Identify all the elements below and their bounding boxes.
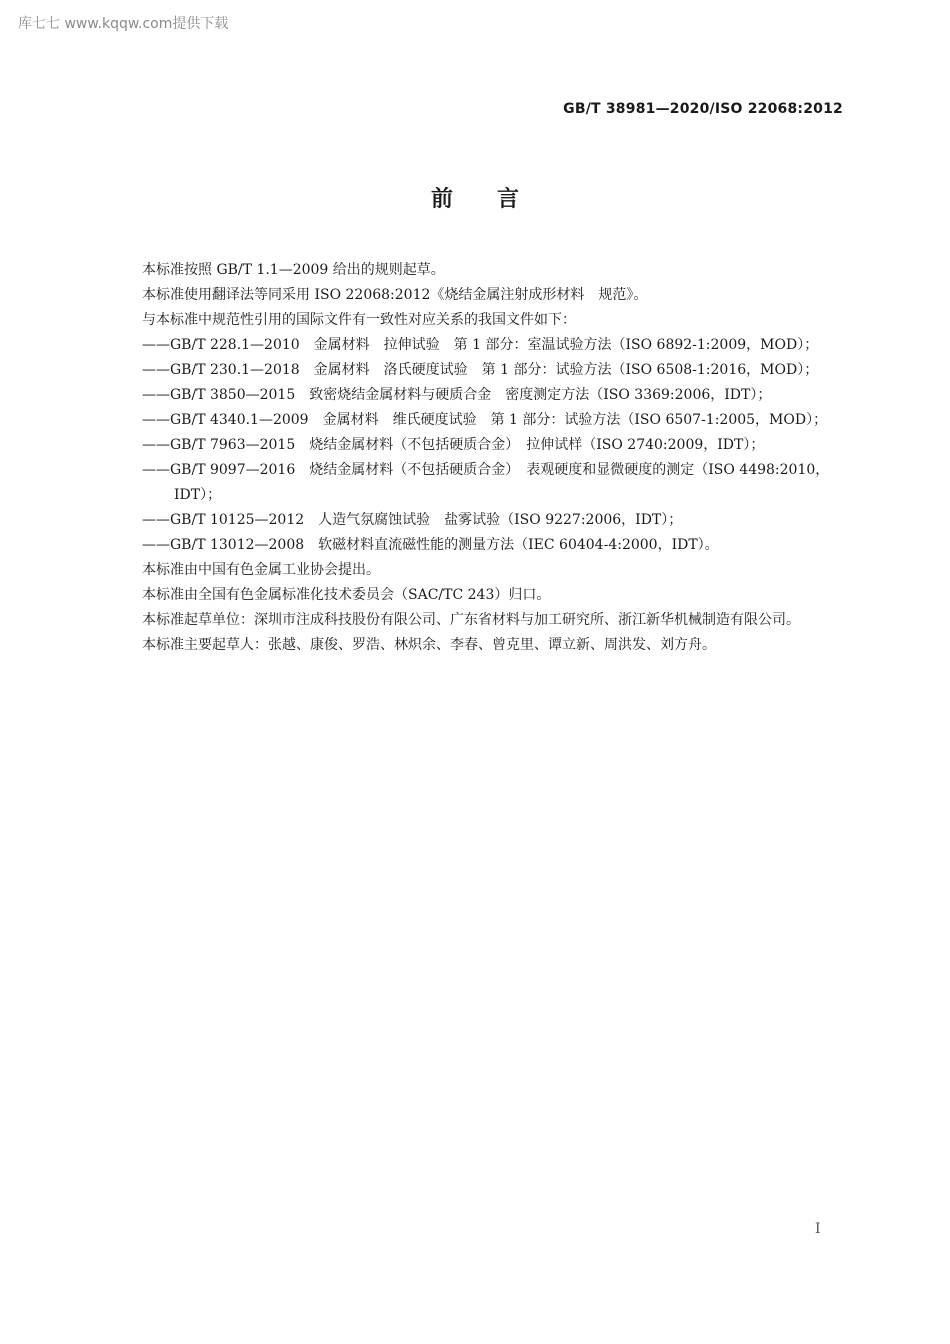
list-item: ——GB/T 7963—2015 烧结金属材料（不包括硬质合金） 拉伸试样（ISO 2740:2009，IDT）； — [142, 437, 765, 453]
paragraph: 与本标准中规范性引用的国际文件有一致性对应关系的我国文件如下： — [142, 312, 576, 328]
list-item: ——GB/T 10125—2012 人造气氛腐蚀试验 盐雾试验（ISO 9227:2006，IDT）； — [142, 512, 683, 528]
list-item: ——GB/T 4340.1—2009 金属材料 维氏硬度试验 第 1 部分：试验方法（ISO 6507-1:2005，MOD）； — [142, 412, 828, 428]
foreword-body — [108, 258, 844, 658]
page-number: I — [815, 1221, 821, 1237]
watermark-text: 库七七 www.kqqw.com提供下载 — [18, 16, 229, 32]
page-title: 前 言 — [430, 187, 519, 212]
standard-code: GB/T 38981—2020/ISO 22068:2012 — [563, 101, 843, 117]
list-item: ——GB/T 9097—2016 烧结金属材料（不包括硬质合金） 表观硬度和显微硬度的测定（ISO 4498:2010，IDT）； — [142, 462, 830, 503]
paragraph: 本标准由中国有色金属工业协会提出。 — [142, 562, 380, 578]
list-item: ——GB/T 230.1—2018 金属材料 洛氏硬度试验 第 1 部分：试验方法（ISO 6508-1:2016，MOD）； — [142, 362, 819, 378]
paragraph: 本标准起草单位：深圳市注成科技股份有限公司、广东省材料与加工研究所、浙江新华机械制造有限公司。 — [142, 612, 800, 628]
list-item: ——GB/T 13012—2008 软磁材料直流磁性能的测量方法（IEC 60404-4:2000，IDT）。 — [142, 537, 719, 553]
paragraph: 本标准使用翻译法等同采用 ISO 22068:2012《烧结金属注射成形材料 规范》。 — [142, 287, 648, 303]
paragraph: 本标准主要起草人：张越、康俊、罗浩、林炽余、李春、曾克里、谭立新、周洪发、刘方舟。 — [142, 637, 716, 653]
paragraph: 本标准由全国有色金属标准化技术委员会（SAC/TC 243）归口。 — [142, 587, 551, 603]
list-item: ——GB/T 3850—2015 致密烧结金属材料与硬质合金 密度测定方法（ISO 3369:2006，IDT）； — [142, 387, 772, 403]
list-item: ——GB/T 228.1—2010 金属材料 拉伸试验 第 1 部分：室温试验方法（ISO 6892-1:2009，MOD）； — [142, 337, 819, 353]
paragraph: 本标准按照 GB/T 1.1—2009 给出的规则起草。 — [142, 262, 445, 278]
